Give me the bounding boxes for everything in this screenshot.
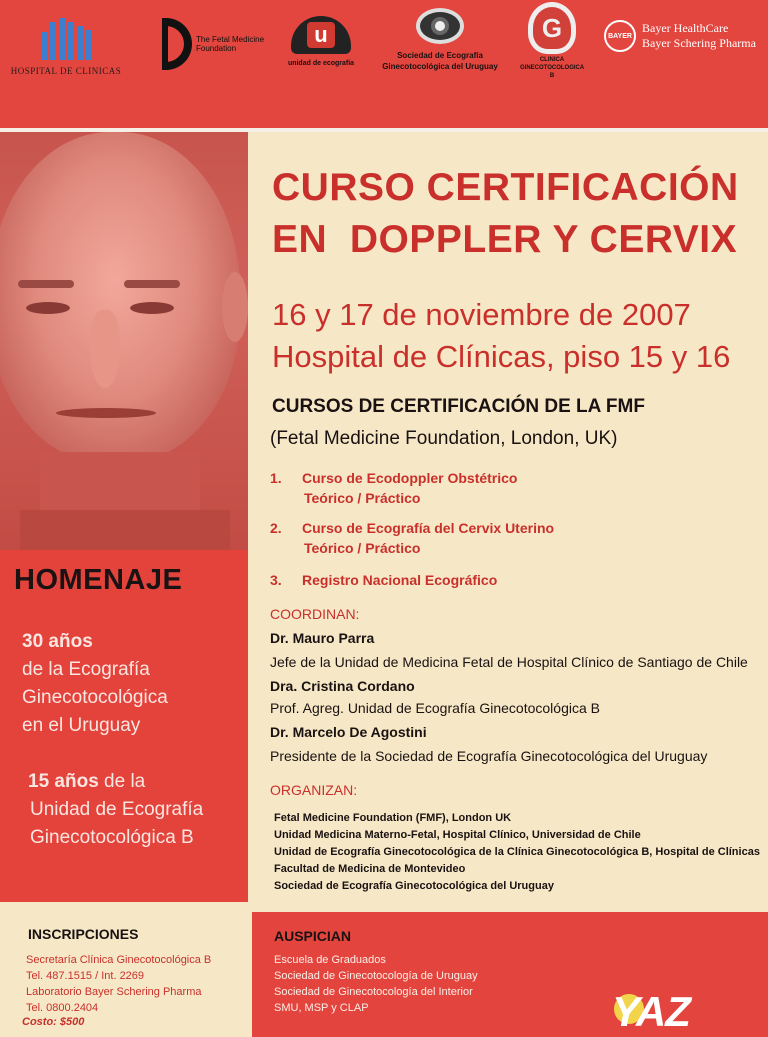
event-date: 16 y 17 de noviembre de 2007 <box>272 297 691 332</box>
coordinan-heading: COORDINAN: <box>270 606 360 622</box>
logo-caption: Bayer HealthCare Bayer Schering Pharma <box>642 21 756 50</box>
homenaje-line: 30 años <box>22 631 93 652</box>
inscripciones-heading: INSCRIPCIONES <box>28 926 139 942</box>
portrait-eye <box>130 302 174 314</box>
logo-clinica-ginecotocologica <box>520 2 584 80</box>
portrait-brow <box>18 280 74 288</box>
homenaje-line: de la Ecografía <box>22 659 150 680</box>
portrait-collar <box>20 510 230 550</box>
homenaje-heading: HOMENAJE <box>14 564 183 596</box>
coordinator-name: Dr. Marcelo De Agostini <box>270 724 427 740</box>
sponsor-item: Sociedad de Ginecotocología de Uruguay <box>274 970 478 982</box>
logo-unidad-ecografia <box>286 16 356 69</box>
homenaje-line: 15 años de la <box>28 771 146 792</box>
inscripciones-line: Laboratorio Bayer Schering Pharma <box>26 986 202 998</box>
course-item: 3. Registro Nacional Ecográfico <box>270 572 498 588</box>
eye-logo-icon <box>416 8 464 44</box>
event-place: Hospital de Clínicas, piso 15 y 16 <box>272 339 731 374</box>
coordinator-name: Dra. Cristina Cordano <box>270 678 415 694</box>
logo-bayer <box>604 20 766 52</box>
coordinator-role: Prof. Agreg. Unidad de Ecografía Ginecotocológica B <box>270 700 600 716</box>
homenaje-line: en el Uruguay <box>22 715 141 736</box>
logo-caption: unidad de ecografía <box>287 60 355 67</box>
bayer-cross-icon: BAYER <box>604 20 636 52</box>
logo-hospital-clinicas <box>8 18 124 76</box>
coordinator-name: Dr. Mauro Parra <box>270 630 375 646</box>
portrait-mouth <box>56 408 156 418</box>
organizer-item: Unidad de Ecografía Ginecotocológica de la Clínica Ginecotocológica B, Hospital de Clínicas <box>274 846 760 858</box>
coordinator-role: Presidente de la Sociedad de Ecografía Ginecotocológica del Uruguay <box>270 748 708 764</box>
homenaje-line: Ginecotocológica B <box>30 827 194 848</box>
header-bar <box>0 0 768 128</box>
inscripciones-panel <box>0 902 252 1037</box>
inscripciones-line: Secretaría Clínica Ginecotocológica B <box>26 954 212 966</box>
sponsor-item: Sociedad de Ginecotocología del Interior <box>274 986 473 998</box>
course-item: 2. Curso de Ecografía del Cervix Uterino Teórico / Práctico <box>270 520 555 556</box>
page-title: CURSO CERTIFICACIÓN EN DOPPLER Y CERVIX <box>272 166 739 261</box>
logo-sociedad-ecografia <box>378 8 502 72</box>
yaz-logo: YAZ <box>612 988 690 1035</box>
homenaje-line: Ginecotocológica <box>22 687 168 708</box>
organizer-item: Sociedad de Ecografía Ginecotocológica del Uruguay <box>274 880 554 892</box>
organizer-item: Facultad de Medicina de Montevideo <box>274 863 466 875</box>
portrait-eye <box>26 302 70 314</box>
organizer-item: Unidad Medicina Materno-Fetal, Hospital Clínico, Universidad de Chile <box>274 829 641 841</box>
organizan-heading: ORGANIZAN: <box>270 782 358 798</box>
hospital-bars-icon <box>8 18 124 60</box>
event-info <box>272 294 730 378</box>
main-panel <box>248 132 768 912</box>
logo-caption: The Fetal Medicine Foundation <box>196 35 265 53</box>
logo-caption: Sociedad de Ecografía Ginecotocológica del Uruguay <box>382 51 498 71</box>
cost-label: Costo: $500 <box>22 1016 85 1028</box>
organizer-item: Fetal Medicine Foundation (FMF), London UK <box>274 812 512 824</box>
homenaje-line: Unidad de Ecografía <box>30 799 204 820</box>
u-shield-icon: u <box>291 16 351 54</box>
portrait-nose <box>90 310 120 388</box>
portrait-photo <box>0 132 248 550</box>
cg-logo-icon: G <box>528 2 576 54</box>
logo-caption: HOSPITAL DE CLINICAS <box>10 66 122 76</box>
sponsor-item: SMU, MSP y CLAP <box>274 1002 369 1014</box>
logo-fetal-medicine <box>162 18 272 70</box>
course-item: 1. Curso de Ecodoppler Obstétrico Teórico / Práctico <box>270 470 518 506</box>
fetal-medicine-d-icon <box>162 18 192 70</box>
homenaje-panel <box>0 550 250 903</box>
inscripciones-line: Tel. 0800.2404 <box>26 1002 99 1014</box>
inscripciones-line: Tel. 487.1515 / Int. 2269 <box>26 970 145 982</box>
cursos-subheading: (Fetal Medicine Foundation, London, UK) <box>270 428 618 449</box>
logo-caption: CLINICA GINECOTOCOLOGICA B <box>520 57 585 79</box>
sponsor-item: Escuela de Graduados <box>274 954 386 966</box>
coordinator-role: Jefe de la Unidad de Medicina Fetal de Hospital Clínico de Santiago de Chile <box>270 654 748 670</box>
auspician-panel <box>252 912 768 1037</box>
portrait-brow <box>124 280 180 288</box>
auspician-heading: AUSPICIAN <box>274 928 352 944</box>
cursos-heading: CURSOS DE CERTIFICACIÓN DE LA FMF <box>272 396 645 417</box>
portrait-ear <box>222 272 248 342</box>
